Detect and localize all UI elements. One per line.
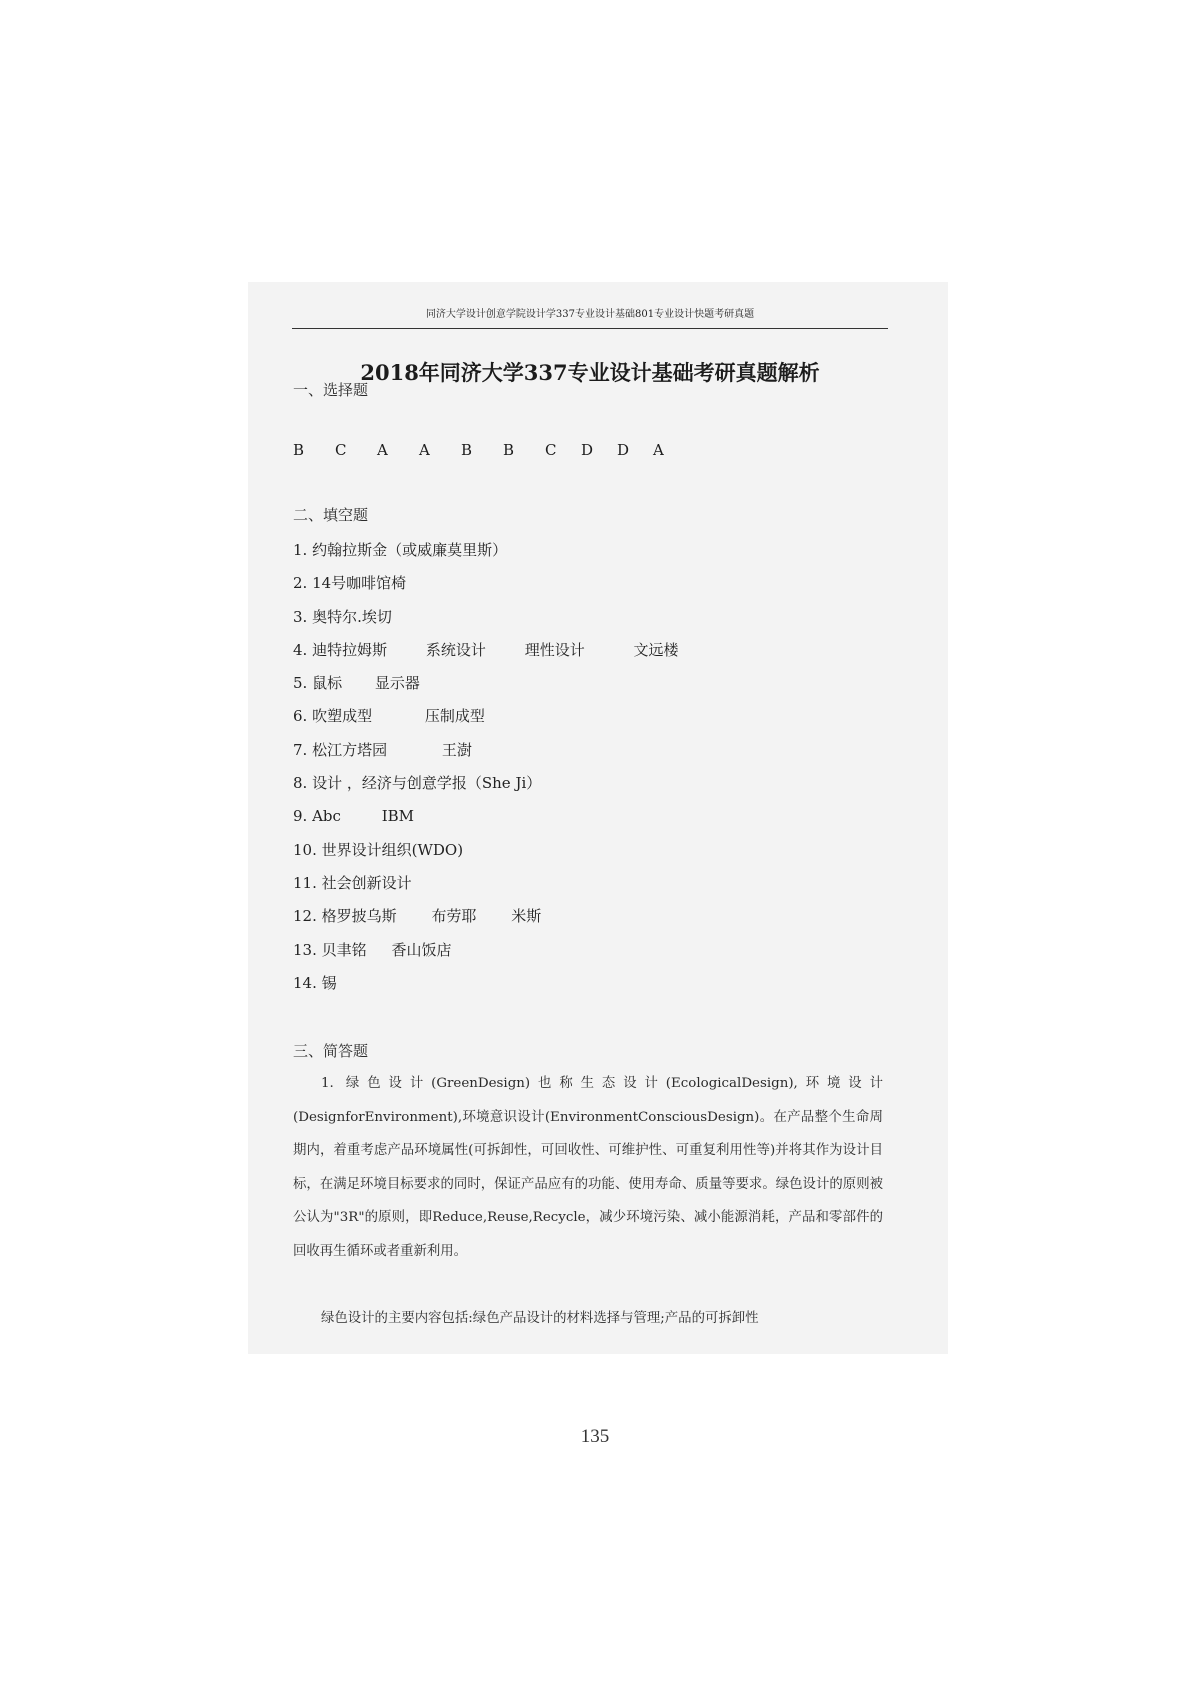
item-number: 13. (293, 940, 317, 959)
item-number: 2. (293, 574, 308, 593)
item-answer: 香山饭店 (391, 940, 452, 959)
item-answer: 世界设计组织(WDO) (321, 840, 464, 859)
section-heading-choice: 一、选择题 (293, 381, 369, 399)
list-item (293, 906, 679, 939)
item-answer: 贝聿铭 (321, 940, 367, 959)
answer-10: A (653, 441, 664, 459)
item-number: 8. (293, 774, 308, 793)
list-item (293, 740, 679, 773)
answer-6: B (503, 441, 515, 459)
item-number: 14. (293, 973, 317, 992)
item-answer: 社会创新设计 (321, 873, 412, 892)
item-answer: 王澍 (441, 740, 472, 759)
item-number: 10. (293, 840, 317, 859)
item-number: 1. (293, 541, 308, 559)
answer-paragraph-1: 1. 绿色设计(GreenDesign)也称生态设计(EcologicalDesign),环境设计(DesignforEnvironment),环境意识设计(EnvironmentConsciousDesign)。在产品整个生命周期内，着重考虑产品环境属性(可拆卸性，可回收性、可维护性、可重复利用性等)并将其作为设计目标，在满足环境目标要求的同时，保证产品应有的功能、使用寿命、质量等要求。绿色设计的原则被公认为"3R"的原则，即Reduce,Reuse,Recycle，减少环境污染、减小能源消耗，产品和零部件的回收再生循环或者重新利用。 (293, 1076, 883, 1259)
list-item (293, 973, 679, 1006)
list-item (293, 640, 679, 673)
answer-1: B (293, 441, 305, 459)
item-answer: 米斯 (511, 907, 542, 926)
section-heading-fill: 二、填空题 (293, 506, 369, 524)
answer-7: C (545, 441, 557, 459)
fill-answer-list (293, 540, 679, 1006)
list-item (293, 873, 679, 906)
list-item (293, 573, 679, 606)
item-answer: IBM (381, 807, 415, 826)
list-item (293, 706, 679, 739)
item-answer: 布劳耶 (431, 907, 477, 926)
running-header: 同济大学设计创意学院设计学337专业设计基础801专业设计快题考研真题 (292, 306, 888, 329)
list-item (293, 773, 679, 806)
item-number: 3. (293, 607, 308, 626)
answer-5: B (461, 441, 473, 459)
list-item (293, 806, 679, 839)
page-number: 135 (580, 1426, 610, 1447)
item-number: 4. (293, 640, 308, 659)
item-number: 12. (293, 907, 317, 926)
answer-8: D (581, 441, 594, 459)
list-item (293, 940, 679, 973)
item-number: 6. (293, 707, 308, 726)
list-item (293, 840, 679, 873)
item-number: 7. (293, 740, 308, 759)
item-number: 5. (293, 674, 308, 693)
item-answer: 文远楼 (633, 640, 679, 659)
answer-9: D (617, 441, 630, 459)
answer-3: A (377, 441, 388, 459)
item-number: 11. (293, 873, 317, 892)
item-answer: 吹塑成型 (312, 707, 373, 726)
list-item (293, 607, 679, 640)
item-answer: 锡 (321, 973, 337, 992)
item-answer: 压制成型 (424, 707, 485, 726)
list-item (293, 540, 679, 573)
item-answer: 格罗披乌斯 (321, 907, 397, 926)
item-answer: 显示器 (374, 674, 420, 693)
item-answer: 奥特尔.埃切 (312, 607, 392, 626)
list-item (293, 673, 679, 706)
page-title: 2018年同济大学337专业设计基础考研真题解析 (360, 360, 820, 385)
answer-4: A (419, 441, 430, 459)
answer-2: C (335, 441, 347, 459)
item-answer: Abc (312, 807, 341, 826)
item-answer: 约翰拉斯金（或威廉莫里斯） (312, 541, 508, 559)
item-answer: 松江方塔园 (312, 740, 388, 759)
section-heading-short: 三、简答题 (293, 1042, 369, 1060)
item-answer: 设计 ，经济与创意学报（She Ji） (312, 774, 542, 793)
item-answer: 鼠标 (312, 674, 343, 693)
item-number: 9. (293, 807, 308, 826)
item-answer: 系统设计 (425, 640, 486, 659)
item-answer: 迪特拉姆斯 (312, 640, 388, 659)
answer-paragraph-2: 绿色设计的主要内容包括:绿色产品设计的材料选择与管理;产品的可拆卸性 (321, 1311, 759, 1326)
item-answer: 14号咖啡馆椅 (312, 574, 407, 593)
item-answer: 理性设计 (524, 640, 585, 659)
